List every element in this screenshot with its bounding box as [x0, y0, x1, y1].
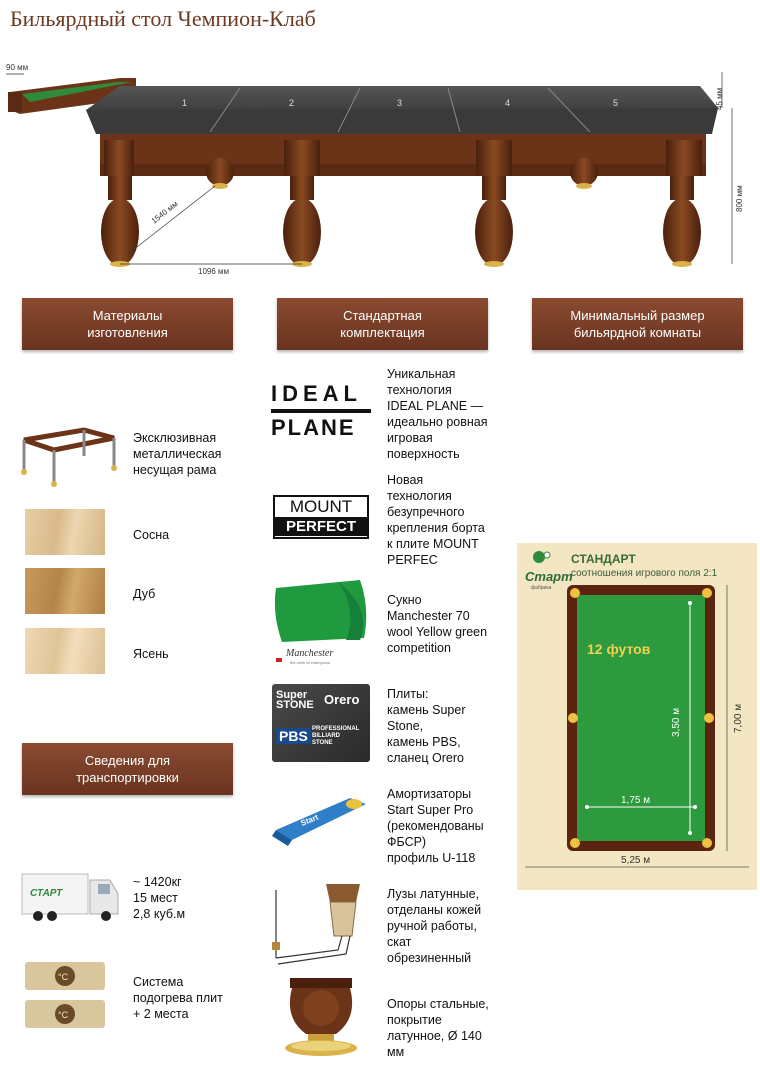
- header-room: Минимальный размер бильярдной комнаты: [532, 298, 743, 350]
- svg-text:the cloth of champions: the cloth of champions: [290, 660, 331, 665]
- dim-45: 45 мм: [715, 87, 724, 110]
- ideal-plane-logo: IDEAL PLANE: [271, 382, 371, 440]
- pbs-subtitle: PROFESSIONAL BILLIARD STONE: [312, 726, 360, 746]
- slate-logos: [272, 684, 370, 762]
- header-kit: Стандартная комплектация: [277, 298, 488, 350]
- table-drawing: [0, 52, 760, 277]
- room-diagram: [517, 543, 757, 890]
- room-heading: СТАНДАРТ: [571, 552, 636, 566]
- transport-heating-label: Система подогрева плит + 2 места: [133, 975, 223, 1021]
- frame-image: [14, 420, 118, 490]
- header-materials: Материалы изготовления: [22, 298, 233, 350]
- outer-width-label: 5,25 м: [621, 855, 651, 866]
- material-pine-label: Сосна: [133, 528, 170, 542]
- start-logo: [525, 551, 573, 591]
- kit-slate-label: Плиты: камень Super Stone, камень PBS, сланец Orero: [387, 687, 466, 765]
- kit-cushion-label: Амортизаторы Start Super Pro (рекомендованы ФБСР) профиль U-118: [387, 787, 484, 865]
- cushion-image: [270, 790, 370, 850]
- dim-800: 800 мм: [735, 185, 744, 212]
- dim-1540: 1540 мм: [149, 199, 180, 226]
- kit-mount-perfect-label: Новая технология безупречного крепления борта к плите MOUNT PERFEC: [387, 473, 485, 567]
- slate-1: 1: [182, 98, 188, 108]
- kit-cloth-label: Сукно Manchester 70 wool Yellow green competition: [387, 593, 488, 655]
- table-size-label: 12 футов: [587, 641, 651, 657]
- oak-swatch: [25, 568, 105, 614]
- slate-5: 5: [613, 98, 619, 108]
- truck-image: [18, 866, 122, 926]
- material-frame-label: Эксклюзивная металлическая несущая рама: [133, 431, 222, 477]
- page-title: Бильярдный стол Чемпион-Клаб: [10, 6, 316, 31]
- pocket-image: [268, 880, 374, 970]
- inner-length-label: 3,50 м: [671, 707, 682, 737]
- kit-ideal-plane-label: Уникальная технология IDEAL PLANE — идеально ровная игровая поверхность: [387, 367, 488, 461]
- material-ash-label: Ясень: [133, 647, 169, 661]
- dim-1096: 1096 мм: [198, 267, 230, 276]
- inner-width-label: 1,75 м: [621, 795, 651, 806]
- pbs-logo: PBS: [276, 728, 311, 744]
- slate-4: 4: [505, 98, 511, 108]
- thermometer-icon: °C: [58, 1010, 69, 1020]
- heater-plate-2: [25, 1000, 105, 1028]
- svg-text:фабрика: фабрика: [531, 585, 552, 591]
- room-subheading: соотношения игрового поля 2:1: [571, 568, 718, 579]
- transport-weight-label: ~ 1420кг 15 мест 2,8 куб.м: [133, 875, 186, 921]
- outer-length-label: 7,00 м: [733, 703, 744, 733]
- slate-3: 3: [397, 98, 403, 108]
- truck-brand: СТАРТ: [30, 888, 63, 899]
- superstone-logo: Super STONE: [276, 689, 314, 711]
- cloth-image: [268, 578, 374, 666]
- slate-2: 2: [289, 98, 295, 108]
- cushion-brand: Start: [299, 812, 320, 828]
- leg-foot-image: [278, 978, 364, 1058]
- heater-plate-1: [25, 962, 105, 990]
- orero-logo: Orero: [324, 692, 360, 707]
- material-oak-label: Дуб: [133, 587, 156, 601]
- manchester-logo: Manchester: [286, 648, 334, 659]
- ash-swatch: [25, 628, 105, 674]
- header-transport: Сведения для транспортировки: [22, 743, 233, 795]
- thermometer-icon: °C: [58, 972, 69, 982]
- kit-legs-label: Опоры стальные, покрытие латунное, Ø 140 мм: [387, 997, 489, 1059]
- mount-perfect-logo: MOUNT PERFECT: [273, 495, 369, 539]
- kit-pocket-label: Лузы латунные, отделаны кожей ручной работы, скат обрезиненный: [387, 887, 482, 965]
- start-brand: Старт: [525, 569, 573, 584]
- pine-swatch: [25, 509, 105, 555]
- dim-90: 90 мм: [6, 63, 29, 72]
